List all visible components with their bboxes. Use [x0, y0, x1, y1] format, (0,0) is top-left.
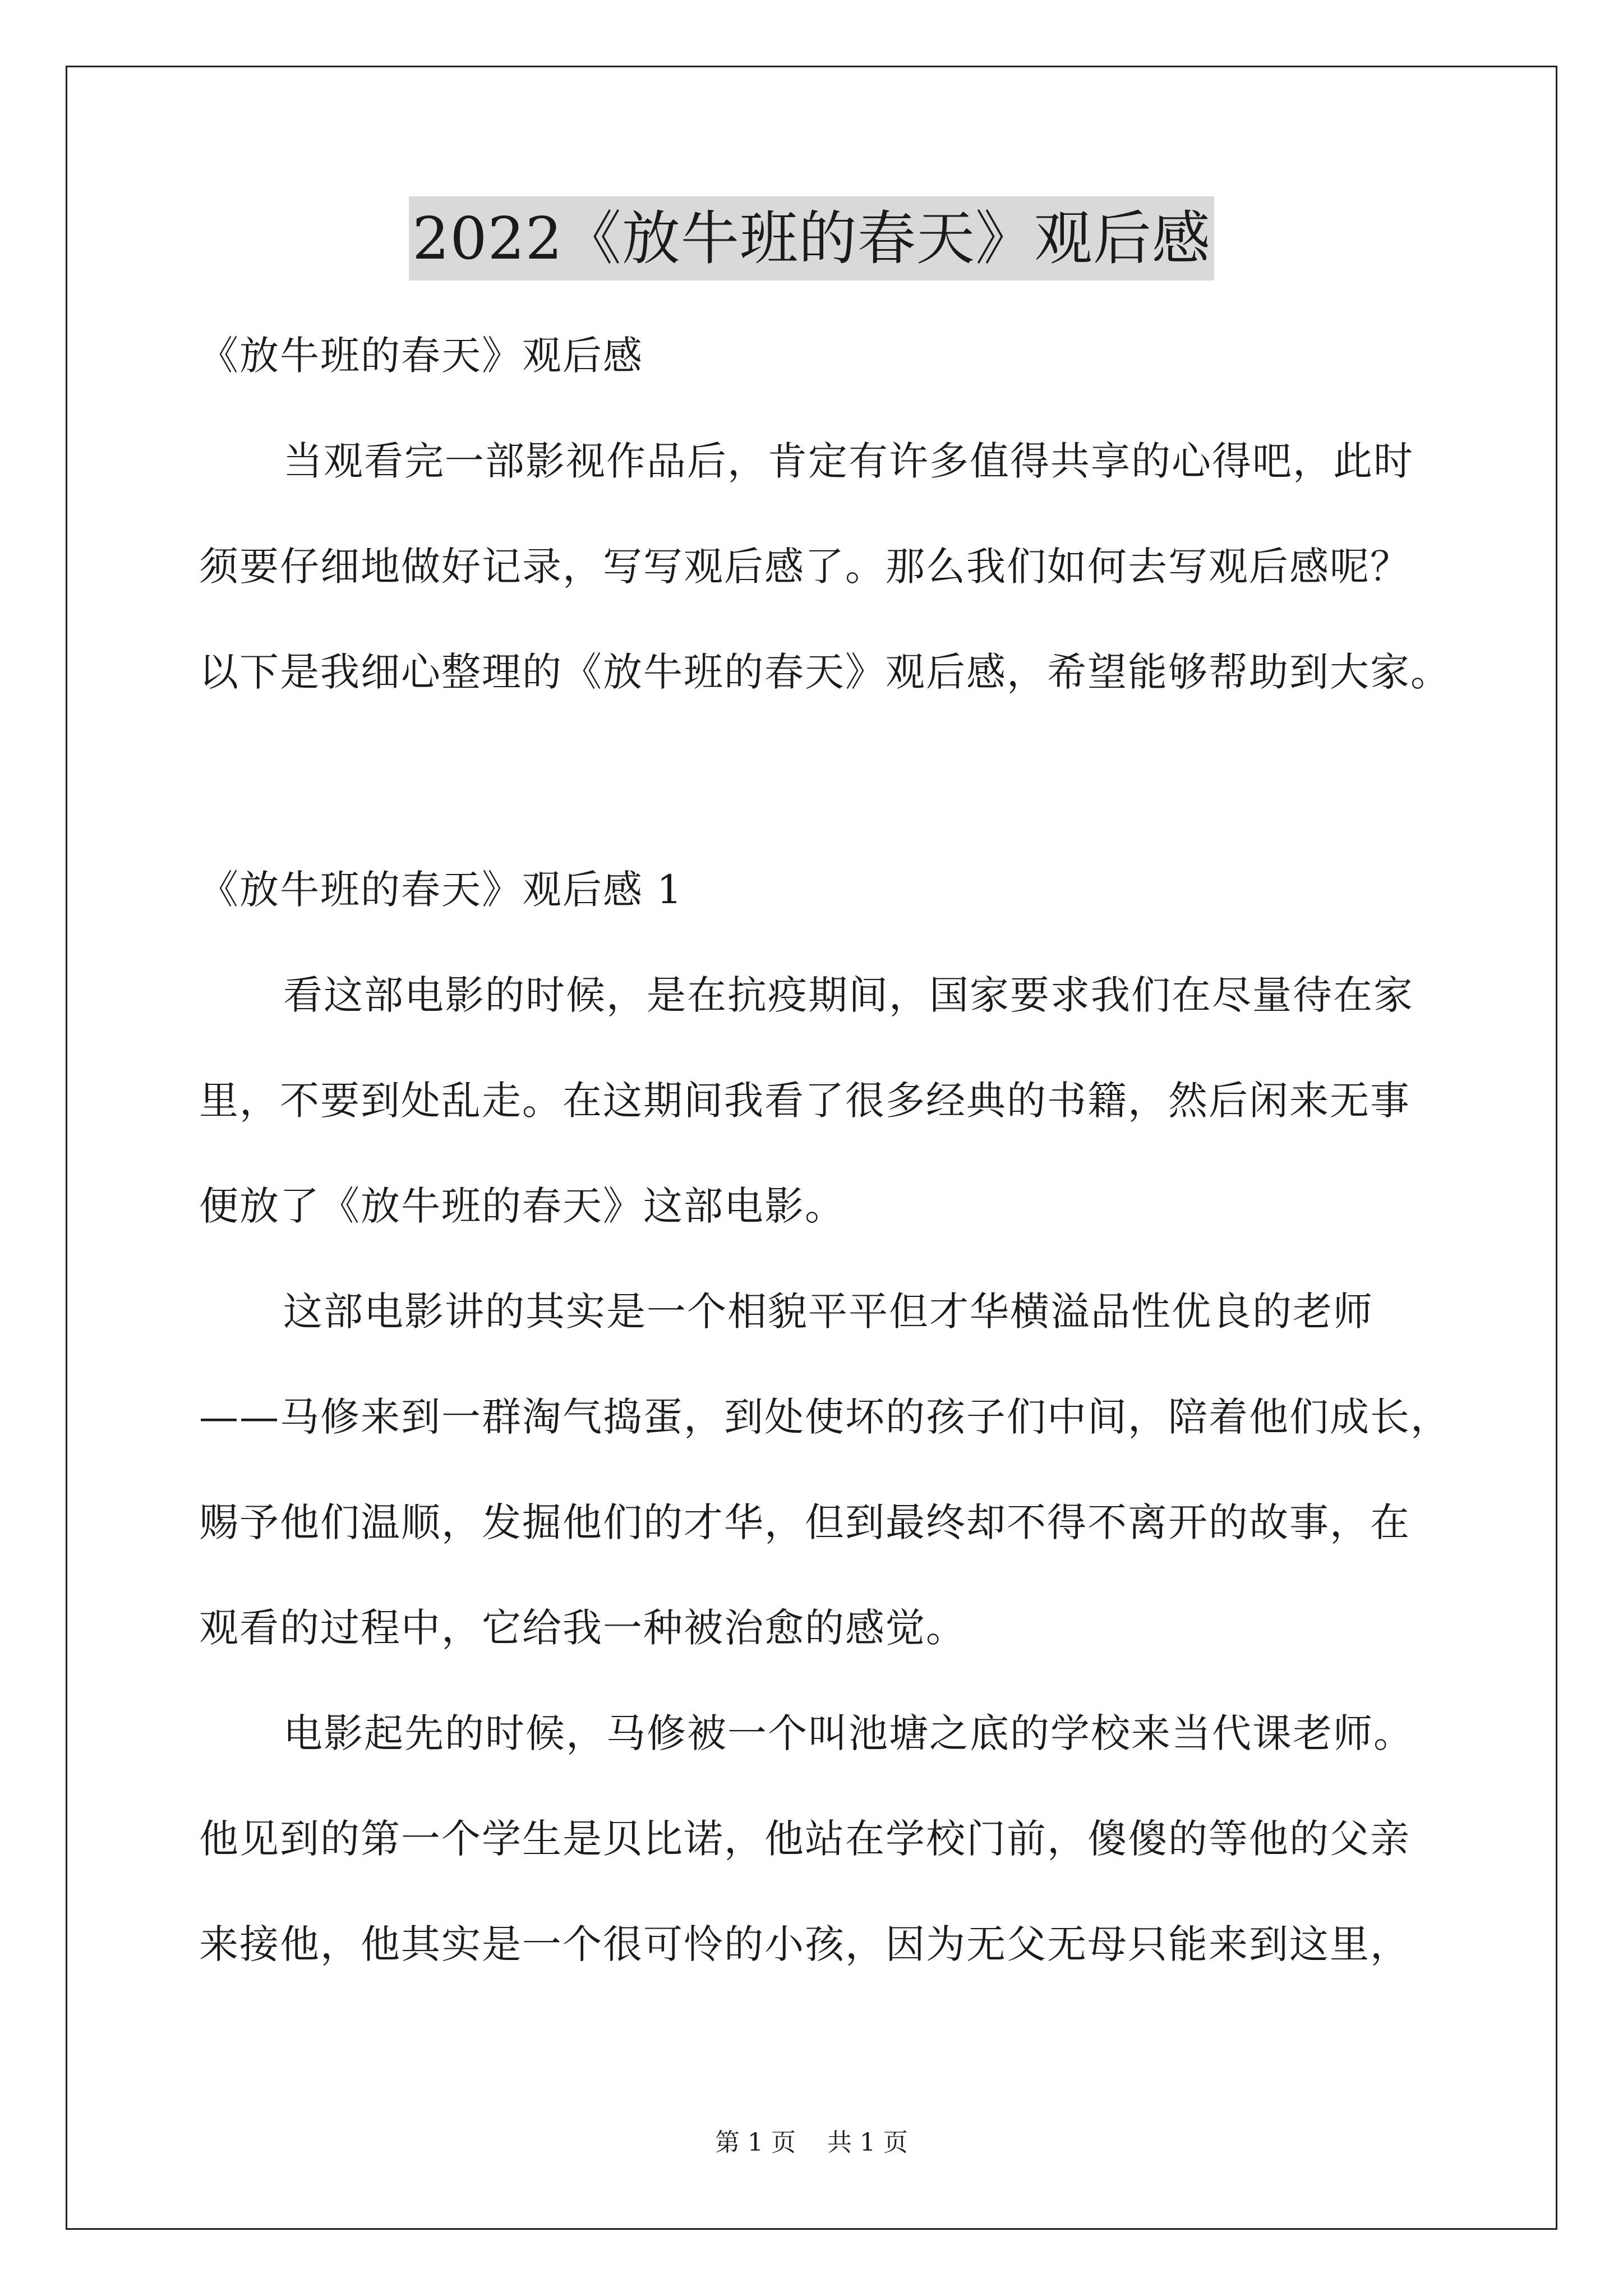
paragraph-line: 看这部电影的时候，是在抗疫期间，国家要求我们在尽量待在家	[283, 972, 1414, 1018]
intro-line: 当观看完一部影视作品后，肯定有许多值得共享的心得吧，此时	[283, 438, 1414, 484]
paragraph-line: 这部电影讲的其实是一个相貌平平但才华横溢品性优良的老师	[283, 1289, 1373, 1335]
paragraph-line: 观看的过程中，它给我一种被治愈的感觉。	[199, 1605, 966, 1651]
document-body	[199, 303, 1451, 1997]
paragraph-line: 赐予他们温顺，发掘他们的才华，但到最终却不得不离开的故事，在	[199, 1499, 1410, 1545]
subheading: 《放牛班的春天》观后感	[199, 333, 643, 379]
title-wrap	[0, 196, 1623, 280]
paragraph-line: 里，不要到处乱走。在这期间我看了很多经典的书籍，然后闲来无事	[199, 1078, 1410, 1124]
document-title: 2022《放牛班的春天》观后感	[409, 196, 1214, 280]
paragraph-line: 他见到的第一个学生是贝比诺，他站在学校门前，傻傻的等他的父亲	[199, 1816, 1410, 1862]
spacer	[199, 725, 1438, 837]
paragraph-line: 电影起先的时候，马修被一个叫池塘之底的学校来当代课老师。	[283, 1710, 1414, 1756]
intro-line: 以下是我细心整理的《放牛班的春天》观后感，希望能够帮助到大家。	[199, 649, 1451, 695]
section-heading: 《放牛班的春天》观后感 1	[199, 867, 683, 913]
paragraph-line: 便放了《放牛班的春天》这部电影。	[199, 1183, 845, 1229]
paragraph-line: 来接他，他其实是一个很可怜的小孩，因为无父无母只能来到这里，	[199, 1921, 1410, 1967]
page-footer: 第 1 页 共 1 页	[715, 2128, 908, 2157]
intro-line: 须要仔细地做好记录，写写观后感了。那么我们如何去写观后感呢？	[199, 544, 1410, 590]
paragraph-line: ——马修来到一群淘气捣蛋，到处使坏的孩子们中间，陪着他们成长，	[199, 1394, 1451, 1440]
